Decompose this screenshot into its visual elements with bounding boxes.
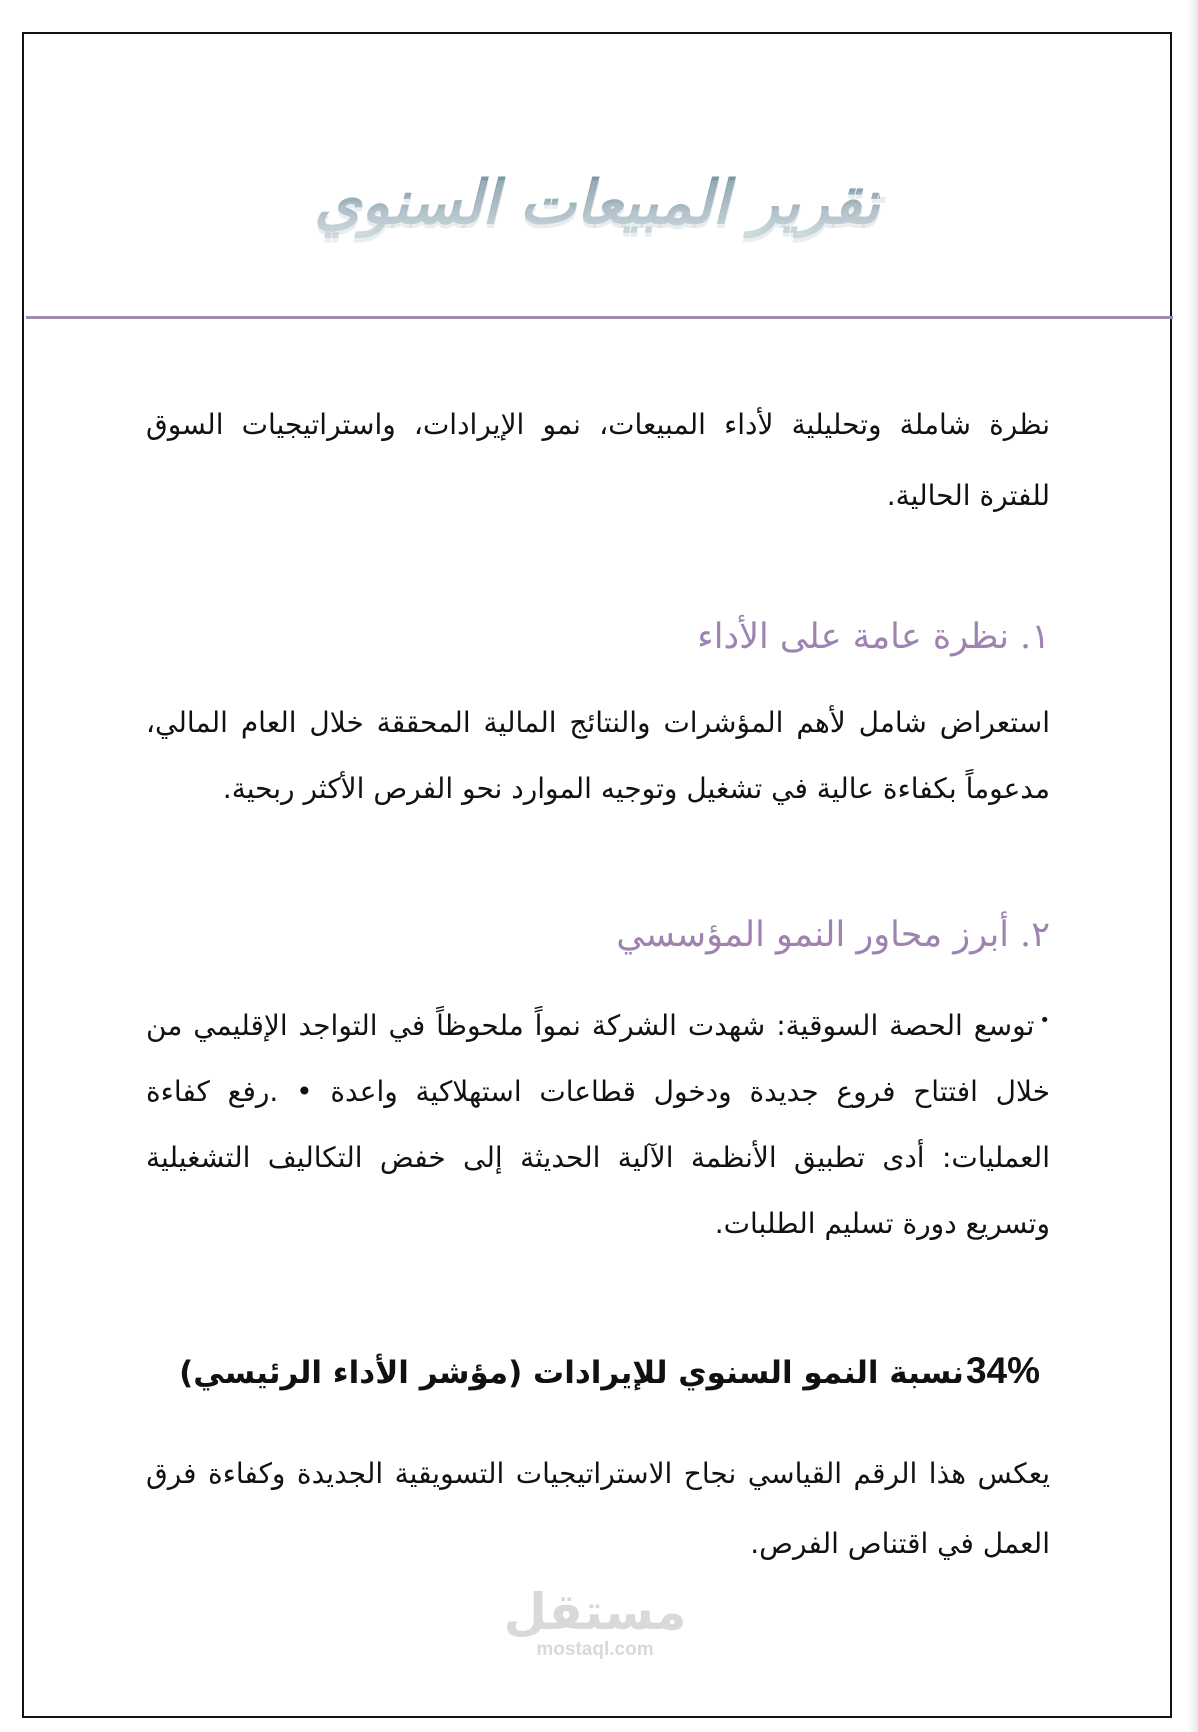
- intro-paragraph: نظرة شاملة وتحليلية لأداء المبيعات، نمو الإيرادات، واستراتيجيات السوق للفترة الحالية.: [146, 408, 1050, 512]
- document-title: تقرير المبيعات السنوي: [314, 168, 880, 238]
- watermark-logo-text: مستقل: [503, 1583, 687, 1641]
- closing-paragraph: يعكس هذا الرقم القياسي نجاح الاستراتيجيات التسويقية الجديدة وكفاءة فرق العمل في اقتناص الفرص.: [146, 1456, 1050, 1560]
- kpi-value: 34%: [965, 1349, 1040, 1391]
- section-paragraph-performance: استعراض شامل لأهم المؤشرات والنتائج المالية المحققة خلال العام المالي، مدعوماً بكفاءة عالية في تشغيل وتوجيه الموارد نحو الفرص الأكثر ربحية.: [146, 705, 1050, 805]
- mostaql-watermark: [500, 1585, 690, 1695]
- bullet-icon: •: [1039, 1009, 1050, 1031]
- title-area: [24, 169, 1170, 281]
- section-heading-growth: ٢. أبرز محاور النمو المؤسسي: [616, 914, 1050, 955]
- kpi-label: نسبة النمو السنوي للإيرادات (مؤشر الأداء الرئيسي): [179, 1354, 964, 1391]
- title-divider: [26, 316, 1173, 319]
- document-content: [146, 389, 1050, 1596]
- section-heading-performance: ١. نظرة عامة على الأداء: [697, 617, 1050, 657]
- growth-paragraph-text: توسع الحصة السوقية: شهدت الشركة نمواً ملحوظاً في التواجد الإقليمي من خلال افتتاح فروع جديدة ودخول قطاعات استهلاكية واعدة • .رفع كفاءة العمليات: أدى تطبيق الأنظمة الآلية الحديثة إلى خفض التكاليف التشغيلية وتسريع دورة تسليم الطلبات.: [146, 1008, 1050, 1240]
- watermark-domain: mostaql.com: [536, 1639, 654, 1660]
- kpi-callout: [146, 1347, 1040, 1395]
- section-paragraph-growth: [146, 988, 1050, 1257]
- page-edge-shadow: [1188, 0, 1198, 1732]
- document-page: [22, 32, 1172, 1718]
